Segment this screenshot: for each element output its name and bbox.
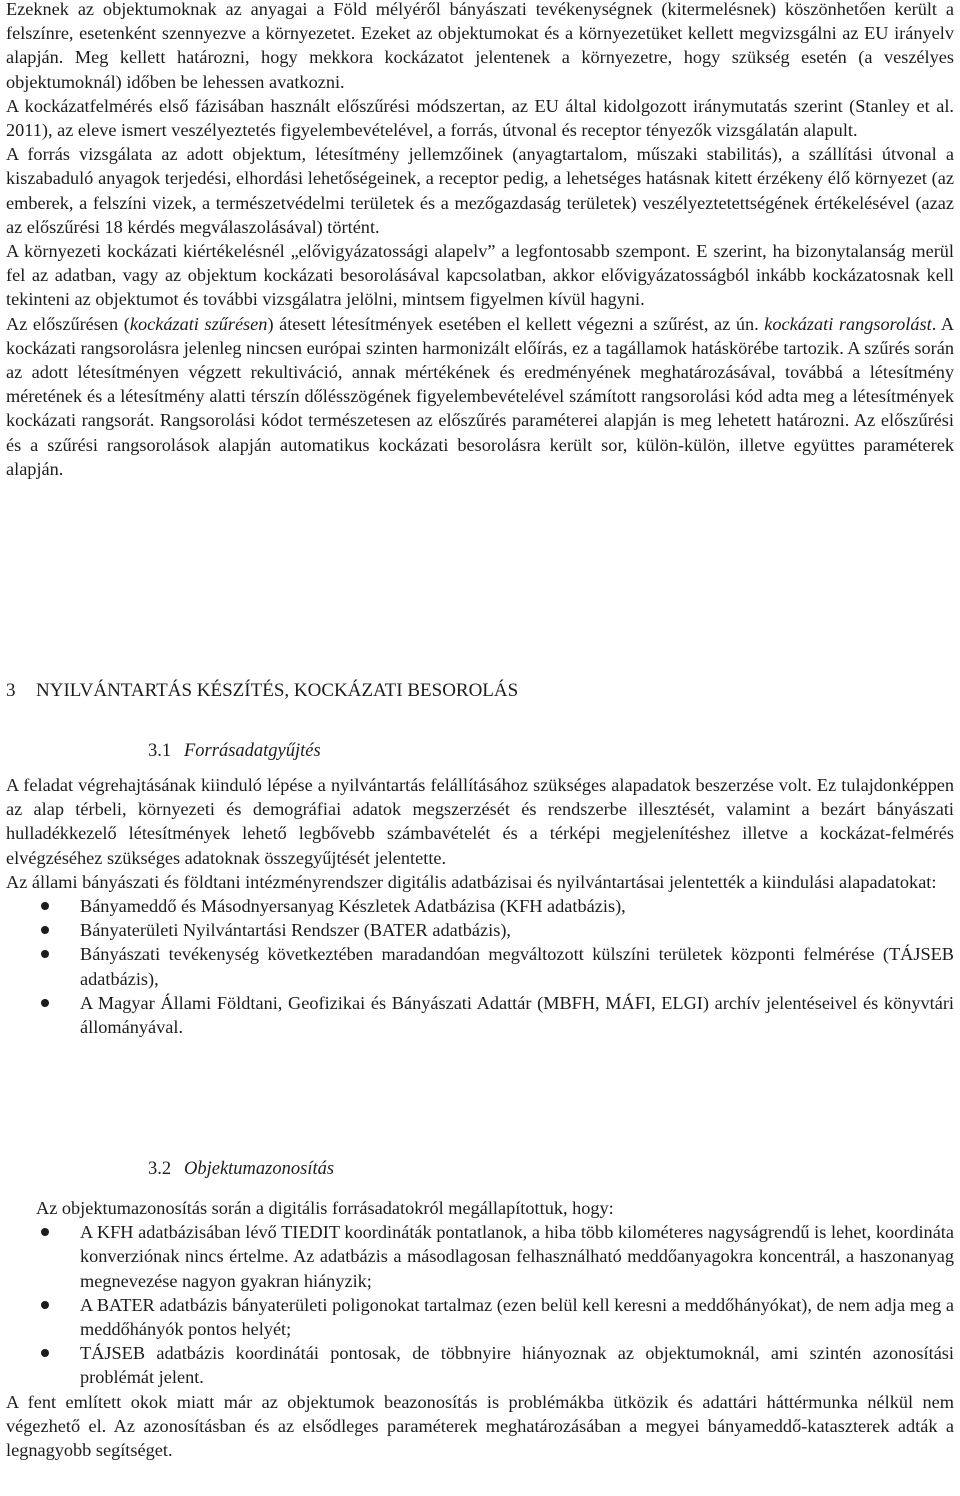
section-3-1-body [6,773,954,1039]
intro-paragraph-3: A forrás vizsgálata az adott objektum, létesítmény jellemzőinek (anyagtartalom, műszaki stabilitás), a szállítási útvonal a kiszabaduló anyagok terjedési, elhordási lehetőségeinek, a receptor pedig, a lehetséges hatásnak kitett érzékeny élő környezet (az emberek, a felszíni vizek, a természetvédelmi területek és a mezőgazdaság területek) veszélyeztetettségének értékelésével (azaz az előszűrési 18 kérdés megválaszolásával) történt. [6,144,954,237]
findings-list [6,1220,954,1389]
section-3-2-paragraph-1: Az objektumazonosítás során a digitális forrásadatokról megállapítottuk, hogy: [36,1198,614,1218]
list-item [6,894,954,918]
bullet-icon [41,926,49,934]
list-item [6,942,954,990]
section-3-1-paragraph-1: A feladat végrehajtásának kiinduló lépése a nyilvántartás felállításához szükséges alapadatok beszerzése volt. Ez tulajdonképpen az alap térbeli, környezeti és demográfiai adatok megszerzését és rendszerbe illesztését, valamint a bezárt bányászati hulladékkezelő létesítmények lehető legbővebb számbavételét és a térképi megjelenítéshez illetve a kockázat-felmérés elvégzéséhez szükséges adatoknak összegyűjtését jelentette. [6,775,954,868]
intro-section [6,0,954,481]
section-3-title: NYILVÁNTARTÁS KÉSZÍTÉS, KOCKÁZATI BESOROLÁS [36,680,519,701]
intro-p5-emphasis-2: kockázati rangsorolást [764,313,932,334]
section-3-1-heading [148,739,321,763]
section-3-2-title: Objektumazonosítás [184,1159,335,1179]
section-3-2-number: 3.2 [148,1159,172,1179]
section-3-2-heading [148,1157,334,1181]
intro-p5-part-c: . A kockázati rangsorolásra jelenleg nincsen európai szinten harmonizált előírás, ez a tagállamok hatáskörébe tartozik. A szűrés során az adott létesítményen végzett rekultiváció, annak mértékének és eredményének meghatározásával, továbbá a létesítmény méretének és a létesítmény alatti térszín dőlésszögének figyelembevételével számított rangsorolási kód adta meg a létesítmények kockázati rangsorát. Rangsorolási kódot természetesen az előszűrés paraméterei alapján is meg lehetett határozni. Az előszűrési és a szűrési rangsorolások alapján automatikus kockázati besorolásra került sor, külön-külön, illetve együttes paraméterek alapján. [6,313,955,479]
list-item-text: TÁJSEB adatbázis koordinátái pontosak, de többnyire hiányoznak az objektumoknál, ami szintén azonosítási problémát jelent. [80,1343,954,1388]
intro-p5-part-b: ) átesett létesítmények esetében el kellett végezni a szűrést, az ún. [267,313,765,334]
list-item-text: A Magyar Állami Földtani, Geofizikai és Bányászati Adattár (MBFH, MÁFI, ELGI) archív jelentéseivel és könyvtári állományával. [80,992,954,1038]
intro-paragraph-4: A környezeti kockázati kiértékelésnél „elővigyázatossági alapelv” a legfontosabb szempont. E szerint, ha bizonytalanság merül fel az adatban, vagy az objektum kockázati besorolásával kapcsolatban, akkor elővigyázatosságból inkább kockázatosnak kell tekinteni az objektumot és további vizsgálatra jelölni, mintsem figyelmen kívül hagyni. [6,241,954,310]
section-3-2-body [6,1196,954,1462]
list-item [6,1341,954,1389]
section-3-1-paragraph-2: Az állami bányászati és földtani intézményrendszer digitális adatbázisai és nyilvántartásai jelentették a kiindulási alapadatokat: [6,871,937,892]
list-item-text: Bányameddő és Másodnyersanyag Készletek Adatbázisa (KFH adatbázis), [80,896,626,917]
list-item [6,1293,954,1341]
section-3-2-paragraph-2: A fent említett okok miatt már az objektumok beazonosítás is problémákba ütközik és adattári háttérmunka nélkül nem végezhető el. Az azonosításban és az elsődleges paraméterek meghatározásában a megyei bányameddő-kataszterek adták a legnagyobb segítséget. [6,1391,954,1461]
bullet-icon [41,902,49,910]
source-database-list [6,894,954,1039]
intro-p5-emphasis-1: kockázati szűrésen [129,313,268,334]
list-item [6,991,954,1039]
list-item [6,918,954,942]
bullet-icon [41,1301,49,1309]
section-3-heading [6,679,518,703]
intro-paragraph-1: Ezeknek az objektumoknak az anyagai a Föld mélyéről bányászati tevékenységnek (kitermelésnek) köszönhetően került a felszínre, esetenként szennyezve a környezetet. Ezeket az objektumokat és a környezetüket kellett megvizsgálni az EU irányelv alapján. Meg kellett határozni, hogy mekkora kockázatot jelentenek a környezetre, hogy szükség esetén (a veszélyes objektumoknál) időben be lehessen avatkozni. [6,0,954,92]
bullet-icon [41,950,49,958]
list-item-text: Bányászati tevékenység következtében maradandóan megváltozott külszíni területek központi felmérése (TÁJSEB adatbázis), [80,944,954,989]
bullet-icon [41,1349,49,1357]
list-item-text: Bányaterületi Nyilvántartási Rendszer (BATER adatbázis), [80,920,511,941]
intro-paragraph-2: A kockázatfelmérés első fázisában használt előszűrési módszertan, az EU által kidolgozott iránymutatás szerint (Stanley et al. 2011), az eleve ismert veszélyeztetés figyelembevételével, a forrás, útvonal és receptor tényezők vizsgálatán alapult. [6,95,954,141]
intro-paragraph-5 [6,312,954,481]
section-3-1-number: 3.1 [148,741,172,761]
bullet-icon [41,999,49,1007]
intro-p5-part-a: Az előszűrésen ( [6,313,130,334]
section-3-1-title: Forrásadatgyűjtés [184,741,321,761]
list-item-text: A KFH adatbázisában lévő TIEDIT koordináták pontatlanok, a hiba több kilométeres nagyságrendű is lehet, koordináta konverziónak nincs értelme. Az adatbázis a másodlagosan felhasználható meddőanyagokra koncentrál, a haszonanyag megnevezése nagyon gyakran hiányzik; [80,1222,954,1291]
list-item-text: A BATER adatbázis bányaterületi poligonokat tartalmaz (ezen belül kell keresni a meddőhányókat), de nem adja meg a meddőhányók pontos helyét; [80,1294,954,1340]
list-item [6,1220,954,1293]
bullet-icon [41,1228,49,1236]
section-3-number: 3 [6,680,16,701]
